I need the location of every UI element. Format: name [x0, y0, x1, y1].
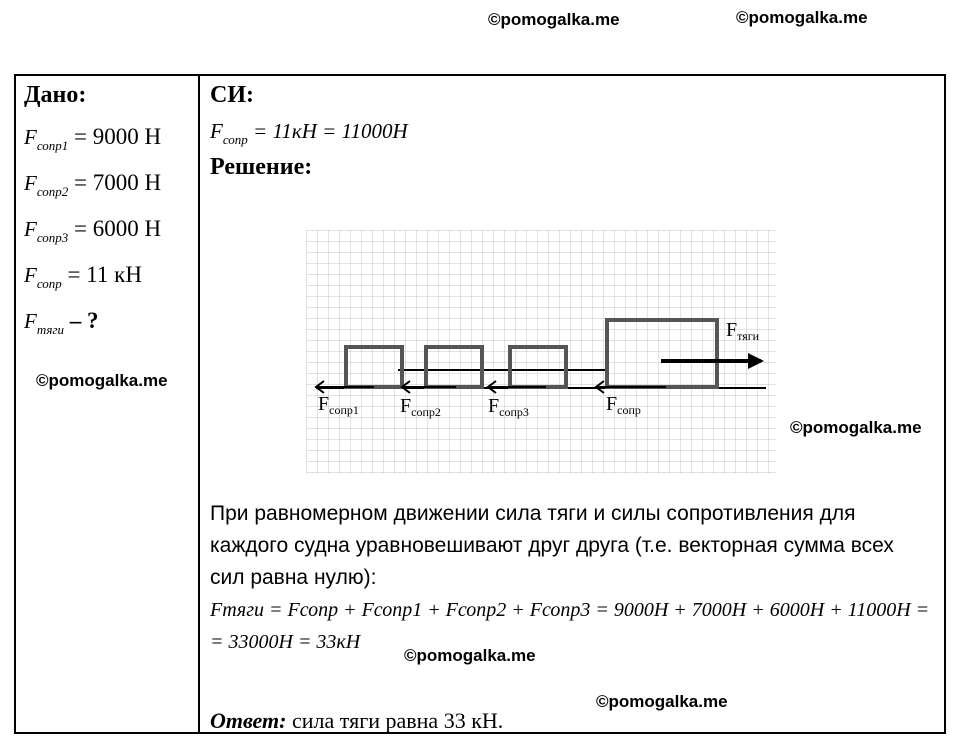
given-row: $F_{сопр} = 11$ кН — [24, 262, 142, 291]
answer-text: сила тяги равна 33 кН. — [286, 708, 504, 733]
watermark: ©pomogalka.me — [736, 8, 868, 27]
resistance-label-tug: $F_{сопр}$ — [606, 393, 641, 417]
answer-label: Ответ: — [210, 708, 287, 733]
given-heading: Дано: — [24, 82, 87, 108]
watermark: ©pomogalka.me — [404, 646, 536, 665]
si-heading: СИ: — [210, 82, 254, 108]
task-table — [14, 74, 946, 734]
solution-heading: Решение: — [210, 154, 313, 180]
answer-line — [210, 708, 503, 734]
column-divider — [198, 76, 200, 732]
thrust-label: $F_{тяги}$ — [726, 319, 760, 343]
given-row: $F_{тяги}$ – ? — [24, 308, 99, 337]
watermark: ©pomogalka.me — [36, 371, 168, 390]
resistance-label-1: $F_{сопр1}$ — [318, 393, 359, 417]
explanation-paragraph: При равномерном движении сила тяги и силы сопротивления для каждого судна уравновешивают друг друга (т.е. векторная сумма всех сил равна нулю): — [210, 502, 894, 589]
watermark: ©pomogalka.me — [596, 692, 728, 711]
force-diagram — [306, 230, 776, 480]
diagram-grid — [306, 230, 776, 474]
given-row: $F_{сопр3} = 6000$ Н — [24, 216, 162, 245]
formula-line-1: Fтяги = Fсопр + Fсопр1 + Fсопр2 + Fсопр3 = 9000Н + 7000Н + 6000Н + 11000Н = — [210, 599, 930, 621]
given-row: $F_{сопр2} = 7000$ Н — [24, 170, 162, 199]
formula-line-2: = 33000Н = 33кН — [210, 631, 361, 653]
resistance-label-3: $F_{сопр3}$ — [488, 395, 529, 419]
watermark: ©pomogalka.me — [488, 10, 620, 29]
given-column — [24, 80, 194, 344]
given-row: $F_{сопр1} = 9000$ Н — [24, 124, 162, 153]
watermark: ©pomogalka.me — [790, 418, 922, 437]
resistance-label-2: $F_{сопр2}$ — [400, 395, 441, 419]
si-conversion: $F_{сопр} = 11кН = 11000Н$ — [210, 119, 408, 147]
